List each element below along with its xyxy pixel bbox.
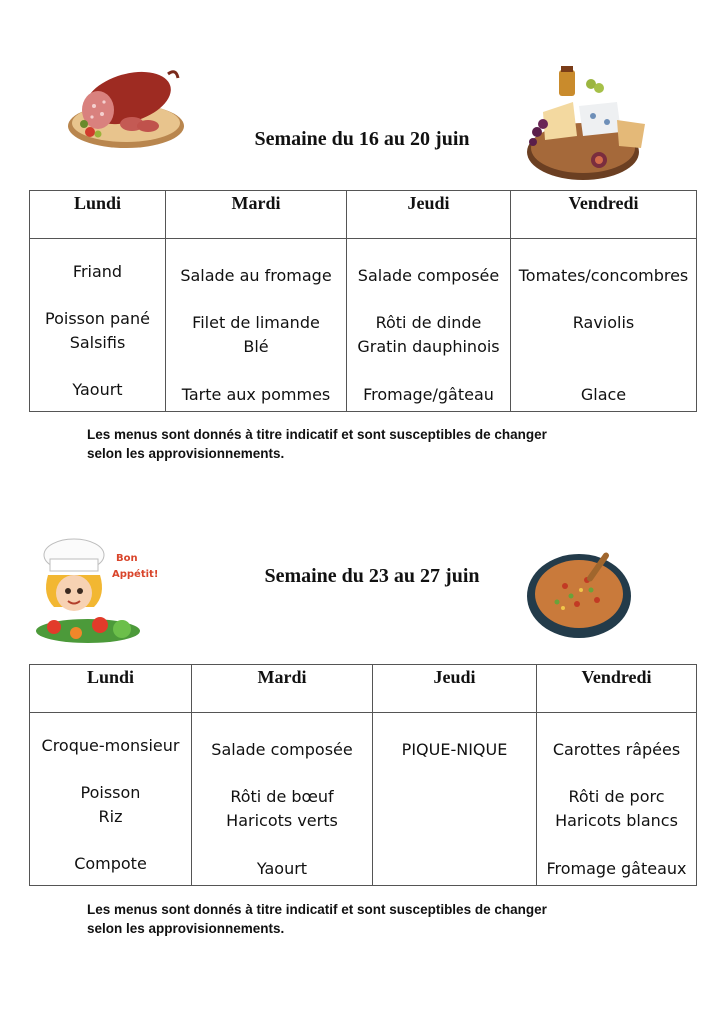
week2-menu-table [29,664,697,886]
menu-item: Friand [72,262,123,281]
week2-day-jeudi: Jeudi [373,665,537,713]
menu-item: Glace [580,385,627,404]
menu-item: Fromage/gâteau [363,385,494,404]
week1-day-vendredi: Vendredi [511,191,697,239]
week1-title: Semaine du 16 au 20 juin [254,128,470,150]
bon-text: Bon [116,553,138,564]
menu-item: Tomates/concombres [518,266,689,285]
sausage-platter-icon [64,62,188,154]
disclaimer-line: Les menus sont donnés à titre indicatif et sont susceptibles de changer [87,902,547,917]
menu-item: Salade composée [357,266,500,285]
disclaimer-line: Les menus sont donnés à titre indicatif et sont susceptibles de changer [87,427,547,442]
week2-day-lundi: Lundi [30,665,192,713]
menu-item: Yaourt [72,380,123,399]
week2-title: Semaine du 23 au 27 juin [264,565,480,587]
menu-item: Salade composée [211,740,353,759]
week1-jeudi-cell [347,239,511,412]
menu-item: Compote [74,854,147,873]
week2-lundi-cell [30,713,192,886]
week2-jeudi-cell [373,713,537,886]
week1-day-jeudi: Jeudi [347,191,511,239]
menu-item: Poisson pané [45,309,150,328]
week1-menu-row [30,239,697,412]
menu-item: Rôti de bœuf [230,787,334,806]
week1-vendredi-cell [511,239,697,412]
chef-child-icon [30,535,159,645]
menu-item: Filet de limande [192,313,320,332]
menu-item: Salade au fromage [180,266,332,285]
menu-item: Blé [243,337,269,356]
menu-item: Haricots verts [226,811,338,830]
week1-header-row [30,191,697,239]
week2-vendredi-cell [537,713,697,886]
menu-item: Rôti de porc [568,787,665,806]
week2-disclaimer [87,900,547,938]
menu-item: Croque-monsieur [41,736,180,755]
week1-day-lundi: Lundi [30,191,166,239]
week1-day-mardi: Mardi [166,191,347,239]
rice-plate-icon [525,546,639,644]
week1-mardi-cell [166,239,347,412]
menu-item: Salsifis [69,333,126,352]
menu-item: Haricots blancs [555,811,678,830]
week1-lundi-cell [30,239,166,412]
menu-item: Carottes râpées [552,740,681,759]
cheese-board-icon [521,62,651,184]
week1-menu-table [29,190,697,412]
week2-menu-row [30,713,697,886]
menu-item: Gratin dauphinois [357,337,500,356]
disclaimer-line: selon les approvisionnements. [87,446,285,461]
menu-item: PIQUE-NIQUE [401,740,508,759]
menu-item: Riz [98,807,123,826]
week2-day-vendredi: Vendredi [537,665,697,713]
menu-item: Poisson [80,783,141,802]
menu-item: Rôti de dinde [375,313,482,332]
menu-item: Fromage gâteaux [546,859,687,878]
menu-item: Raviolis [572,313,635,332]
menu-item: Yaourt [256,859,308,878]
disclaimer-line: selon les approvisionnements. [87,921,285,936]
week1-disclaimer [87,425,547,463]
week2-header-row [30,665,697,713]
appetit-text: Appétit! [112,569,159,580]
menu-item: Tarte aux pommes [181,385,331,404]
week2-mardi-cell [192,713,373,886]
week2-day-mardi: Mardi [192,665,373,713]
